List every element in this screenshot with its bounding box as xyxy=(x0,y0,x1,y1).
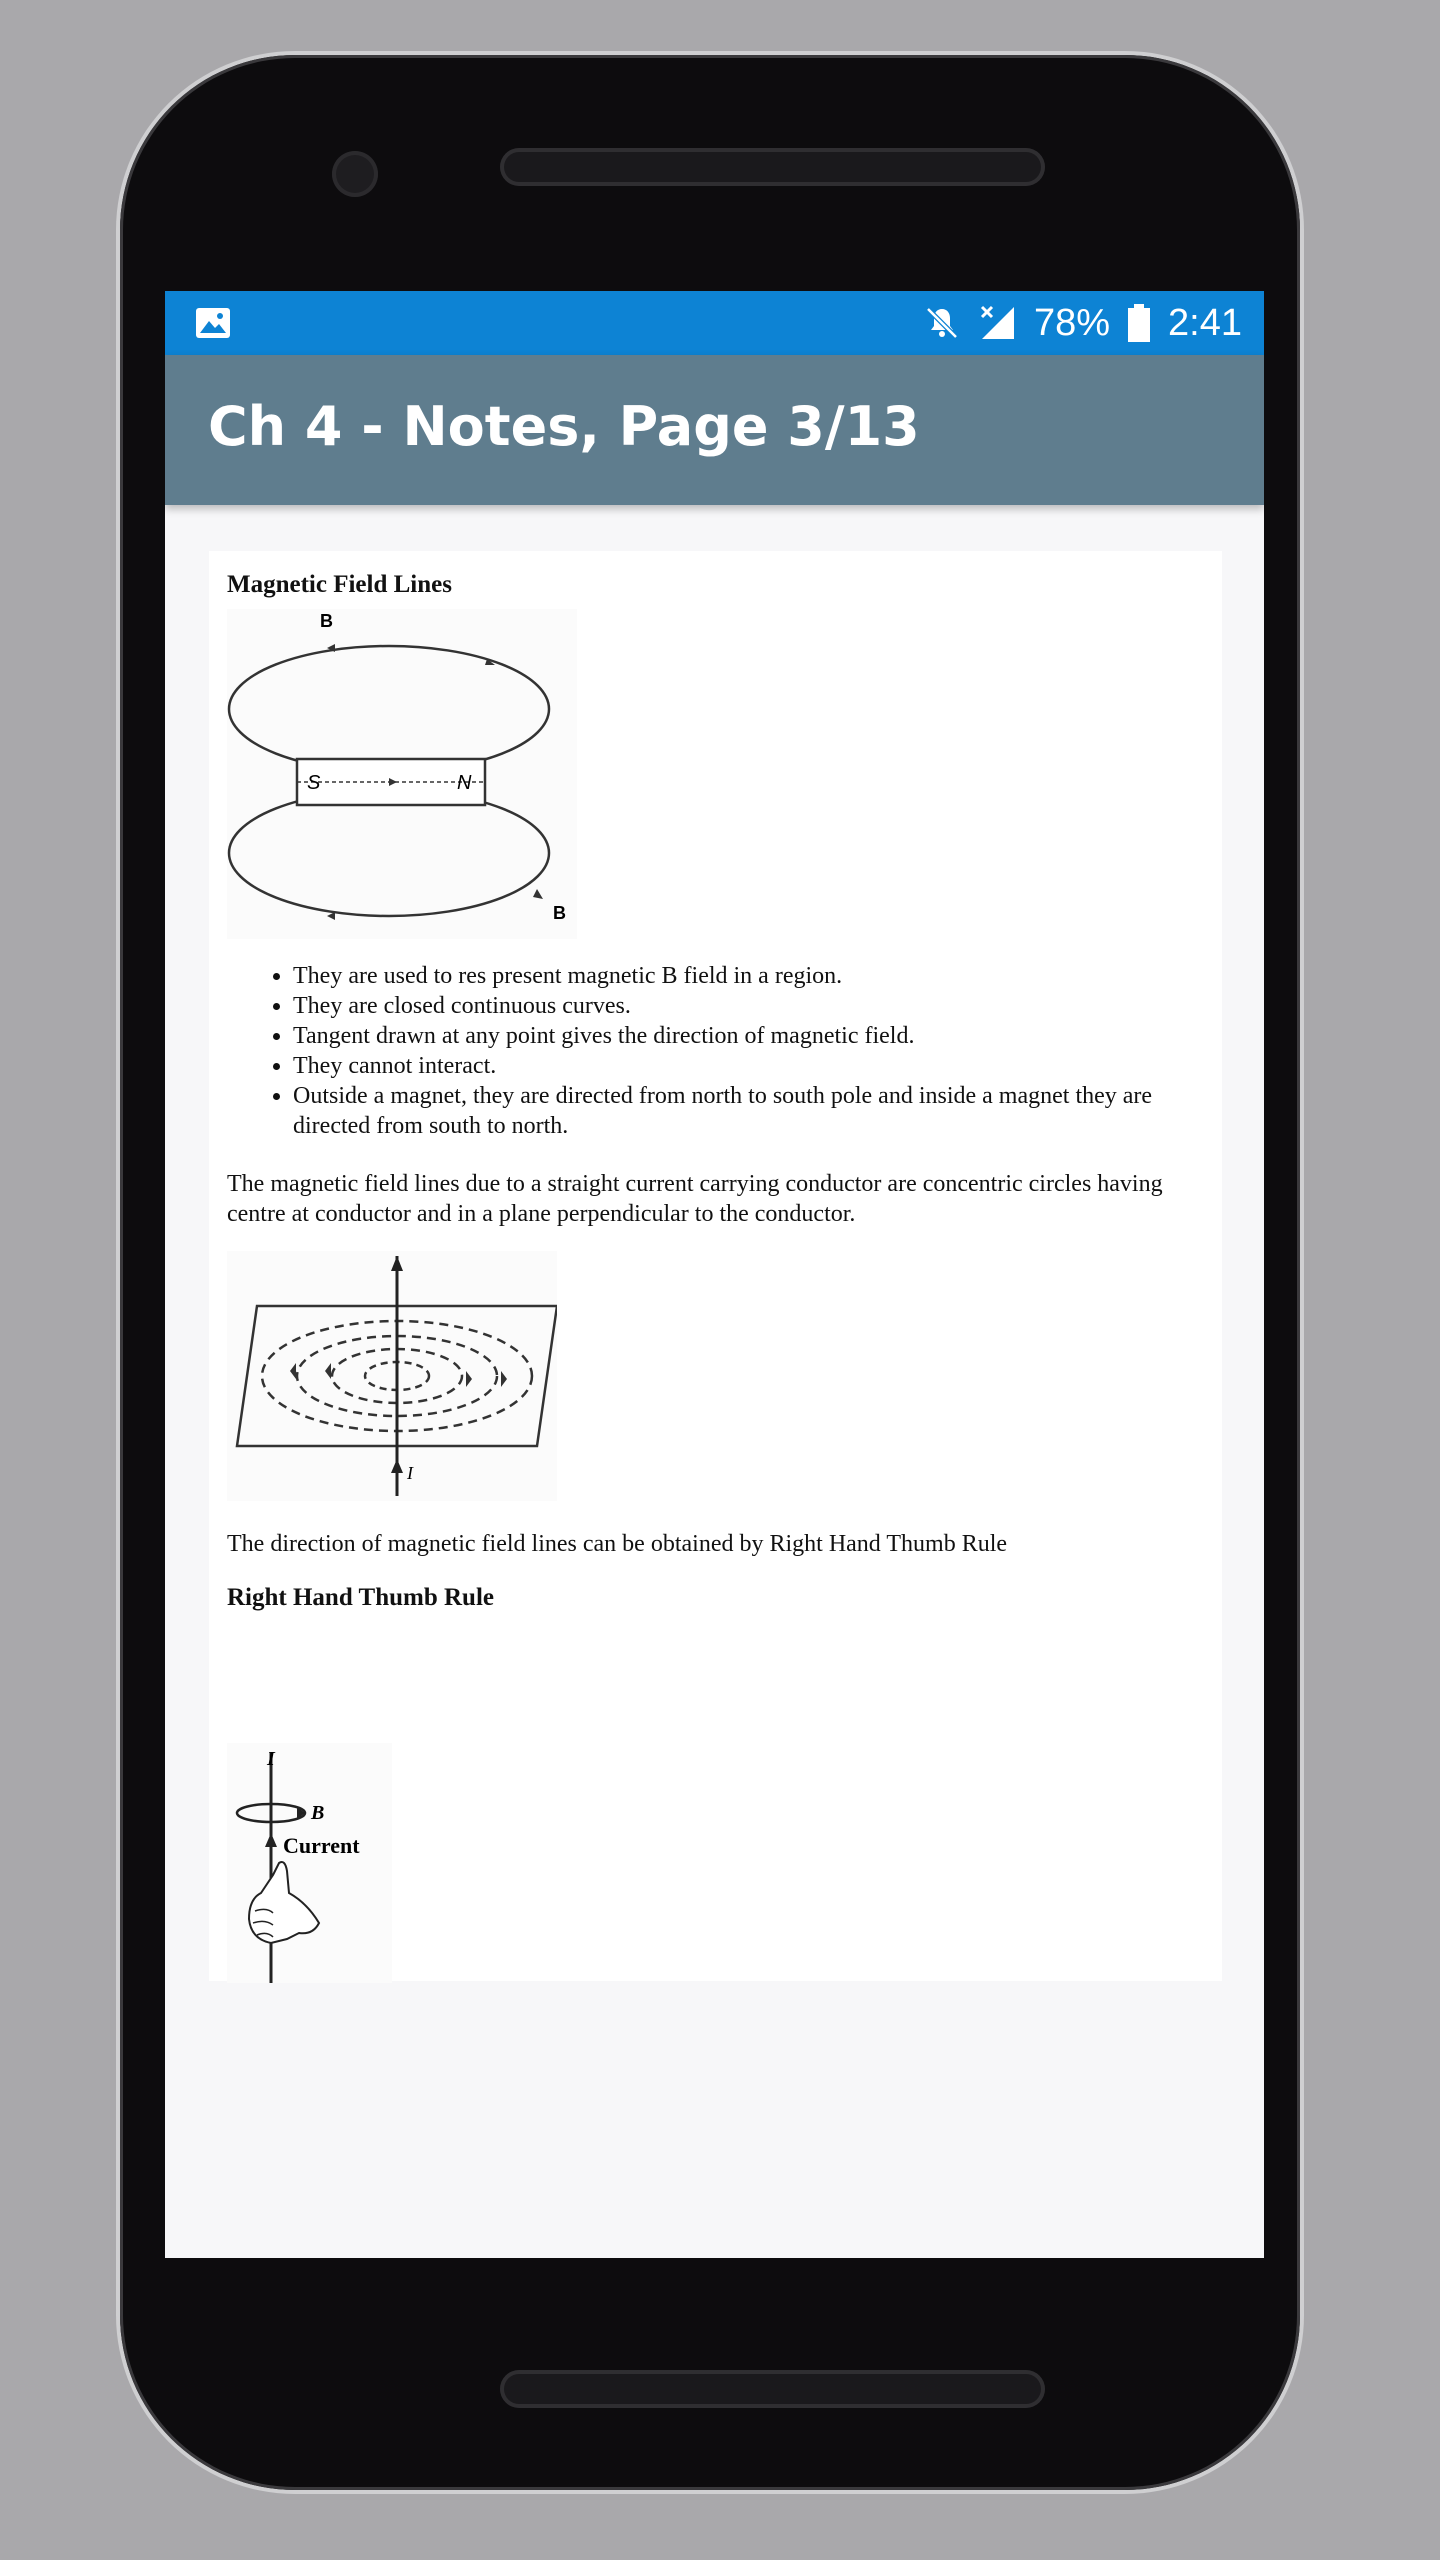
straight-conductor-field-figure xyxy=(227,1251,557,1501)
figure3-label-i: I xyxy=(267,1748,275,1770)
notes-content xyxy=(209,551,1222,1981)
list-item: • Tangent drawn at any point gives the direction of magnetic field. xyxy=(293,1021,1193,1051)
section-heading-field-lines: Magnetic Field Lines xyxy=(227,571,452,598)
signal-no-data-icon xyxy=(978,303,1018,343)
figure1-label-b-bottom: B xyxy=(553,903,566,923)
image-notification-icon xyxy=(195,307,231,339)
list-item: • They cannot interact. xyxy=(293,1051,1193,1081)
bar-magnet-field-lines-figure xyxy=(227,609,577,939)
list-item: • Outside a magnet, they are directed from north to south pole and inside a magnet they are directed from south to north. xyxy=(293,1081,1193,1141)
clock: 2:41 xyxy=(1168,301,1242,344)
figure2-label-i: I xyxy=(407,1463,413,1483)
app-toolbar xyxy=(165,355,1264,505)
top-speaker xyxy=(500,148,1045,186)
battery-percentage: 78% xyxy=(1033,301,1111,344)
notifications-off-icon xyxy=(922,303,962,343)
figure1-label-s: S xyxy=(307,772,321,794)
front-camera xyxy=(332,151,378,197)
status-bar xyxy=(165,291,1264,355)
paragraph-straight-conductor: The magnetic field lines due to a straight current carrying conductor are concentric circles having centre at conductor and in a plane perpendicular to the conductor. xyxy=(227,1171,1163,1227)
paragraph-direction-rule: The direction of magnetic field lines can be obtained by Right Hand Thumb Rule xyxy=(227,1531,1008,1557)
list-item: • They are closed continuous curves. xyxy=(293,991,1193,1021)
figure3-label-b: B xyxy=(311,1802,325,1824)
figure1-label-n: N xyxy=(457,772,472,794)
bottom-speaker xyxy=(500,2370,1045,2408)
page-title: Ch 4 - Notes, Page 3/13 xyxy=(208,395,920,458)
properties-list xyxy=(227,961,1193,1141)
list-item: • They are used to res present magnetic B field in a region. xyxy=(293,961,1193,991)
battery-icon xyxy=(1126,303,1152,343)
section-heading-thumb-rule: Right Hand Thumb Rule xyxy=(227,1584,494,1611)
figure1-label-b-top: B xyxy=(320,611,333,631)
right-hand-thumb-rule-figure xyxy=(227,1743,392,1983)
screen xyxy=(165,291,1264,2258)
figure3-label-current: Current xyxy=(283,1833,360,1858)
